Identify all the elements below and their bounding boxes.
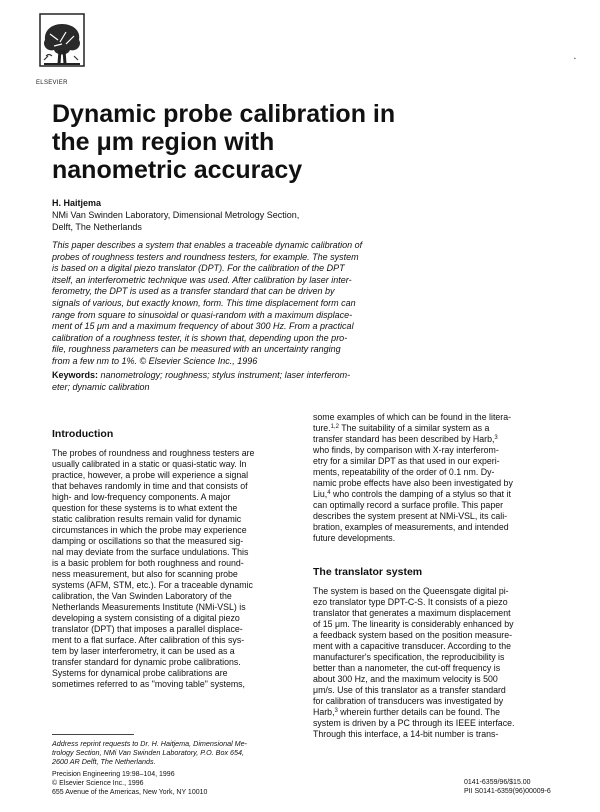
affiliation-line: Delft, The Netherlands: [52, 222, 142, 232]
body-line: of 15 μm. The linearity is considerably enhanced by: [313, 619, 514, 629]
body-line: etry for a similar DPT as that used in our experi-: [313, 456, 500, 466]
abstract-line: from a few nm to 1%. © Elsevier Science Inc., 1996: [52, 355, 258, 366]
right-column-translator: [313, 586, 558, 740]
body-line: ezo translator type DPT-C-S. It consists of a piezo: [313, 597, 508, 607]
abstract: [52, 240, 552, 368]
journal-line: © Elsevier Science Inc., 1996: [52, 779, 144, 787]
tree-emblem-icon: [36, 10, 88, 76]
citation-ref: 3: [334, 708, 338, 714]
title-line: Dynamic probe calibration in: [52, 100, 396, 128]
footnote-rule: [52, 734, 134, 735]
body-line: circumstances in which the probe may experience: [52, 525, 247, 535]
footnote-line: Address reprint requests to Dr. H. Haitjema, Dimensional Me-: [52, 739, 248, 748]
paper-title: [52, 100, 492, 184]
abstract-line: ment of 15 μm and a maximum frequency of about 300 Hz. From a practical: [52, 321, 354, 332]
abstract-line: calibration of a roughness tester, it is shown that, depending upon the pro-: [52, 332, 348, 343]
edge-mark: ▪: [574, 56, 576, 62]
body-line: ment to a flat surface. After calibration of this sys-: [52, 635, 245, 645]
body-line: practice, however, a probe will experience a signal: [52, 470, 249, 480]
body-line: translator that generates a maximum displacement: [313, 608, 511, 618]
body-line: Netherlands Measurements Institute (NMi-VSL) is: [52, 602, 246, 612]
body-line: ness measurement, but also for scanning probe: [52, 569, 238, 579]
abstract-line: itself, an interferometric technique was used. After calibration by laser inter-: [52, 274, 352, 285]
body-line: question for these systems is to what extent the: [52, 503, 238, 513]
body-line: developing a system consisting of a digital piezo: [52, 613, 240, 623]
body-line: damping or oscillations so that the measured sig-: [52, 536, 244, 546]
title-line: nanometric accuracy: [52, 156, 303, 184]
elsevier-logo: [36, 10, 88, 76]
body-line: tem by laser interferometry, it can be used as a: [52, 646, 235, 656]
body-line: calibration, the Van Swinden Laboratory of the: [52, 591, 232, 601]
body-line: namic probe effects have also been investigated by: [313, 478, 513, 488]
section-heading-introduction: Introduction: [52, 428, 114, 440]
body-line: transfer standard has been described by Harb,$^3$: [313, 434, 498, 444]
citation-ref: 4: [327, 490, 331, 496]
abstract-line: file, roughness parameters can be measured with an uncertainty ranging: [52, 344, 341, 355]
publisher-caption: ELSEVIER: [36, 80, 68, 86]
citation-ref: 3: [494, 435, 498, 441]
issn-line: 0141-6359/96/$15.00: [464, 779, 531, 786]
author-name: H. Haitjema: [52, 198, 102, 208]
footnote: [52, 739, 292, 766]
abstract-line: ferometry, the DPT is used as a transfer standard that can be driven by: [52, 286, 335, 297]
body-line: high- and low-frequency components. A major: [52, 492, 231, 502]
body-line: about 300 Hz, and the maximum velocity is 500: [313, 674, 498, 684]
body-line: some examples of which can be found in the litera-: [313, 412, 512, 422]
body-line: Systems for dynamical probe calibrations are: [52, 668, 228, 678]
journal-line: Precision Engineering 19:98–104, 1996: [52, 771, 175, 778]
journal-line: 655 Avenue of the Americas, New York, NY 10010: [52, 788, 208, 796]
body-line: The probes of roundness and roughness testers are: [52, 448, 255, 458]
body-line: future developments.: [313, 533, 396, 543]
keywords: [52, 370, 552, 393]
body-line: transfer standard for dynamic probe calibrations.: [52, 657, 241, 667]
body-line: system is driven by a PC through its IEEE interface.: [313, 718, 515, 728]
affiliation-line: NMi Van Swinden Laboratory, Dimensional Metrology Section,: [52, 210, 300, 220]
body-line: bration, examples of measurements, and intended: [313, 522, 509, 532]
footnote-line: trology Section, NMi Van Swinden Laboratory, P.O. Box 654,: [52, 748, 245, 757]
left-column: [52, 448, 292, 690]
body-line: is a basic problem for both roughness and round-: [52, 558, 244, 568]
abstract-line: range from square to sinusoidal or quasi-random with a maximum displace-: [52, 309, 353, 320]
body-line: Harb,$^3$ wherein further details can be found. The: [313, 707, 501, 717]
body-line: Liu,$^4$ who controls the damping of a stylus so that it: [313, 489, 511, 499]
body-line: systems (AFM, STM, etc.). For a traceable dynamic: [52, 580, 253, 590]
body-line: ments, repeatability of the order of 0.1 nm. Dy-: [313, 467, 495, 477]
body-line: μm/s. Use of this translator as a transfer standard: [313, 685, 506, 695]
citation-ref: 1,2: [330, 424, 339, 430]
body-line: nal may deviate from the surface undulations. This: [52, 547, 249, 557]
title-line: the μm region with: [52, 128, 275, 156]
body-line: for calibration of transducers was investigated by: [313, 696, 504, 706]
body-line: static calibration results remain valid for dynamic: [52, 514, 242, 524]
abstract-line: signals of various, but exactly known, form. This time displacement form can: [52, 297, 356, 308]
body-line: The system is based on the Queensgate digital pi-: [313, 586, 509, 596]
body-line: describes the system present at NMi-VSL, its cali-: [313, 511, 508, 521]
right-column-intro: [313, 412, 558, 544]
body-line: that behaves randomly in time and that consists of: [52, 481, 248, 491]
article-codes: [464, 779, 551, 797]
body-line: who finds, by comparison with X-ray interferom-: [313, 445, 499, 455]
section-heading-translator: The translator system: [313, 566, 423, 578]
abstract-line: is based on a digital piezo translator (DPT). For the calibration of the DPT: [52, 263, 345, 274]
body-line: can optimally record a surface profile. This paper: [313, 500, 504, 510]
keywords-text: eter; dynamic calibration: [52, 381, 150, 392]
body-line: Through this interface, a 14-bit number is trans-: [313, 729, 499, 739]
body-line: sometimes referred to as "moving table" systems,: [52, 679, 246, 689]
abstract-line: probes of roughness testers and roundness testers, for example. The system: [52, 251, 359, 262]
body-line: a feedback system based on the position measure-: [313, 630, 513, 640]
body-line: better than a nanometer, the cut-off frequency is: [313, 663, 501, 673]
footnote-line: 2600 AR Delft, The Netherlands.: [52, 757, 156, 766]
body-line: ture.$^{1,2}$ The suitability of a similar system as a: [313, 423, 490, 433]
abstract-line: This paper describes a system that enables a traceable dynamic calibration of: [52, 240, 363, 250]
journal-info: [52, 771, 207, 797]
keywords-label: Keywords:: [52, 370, 99, 380]
pii-line: PII S0141-6359(96)00009-6: [464, 787, 551, 795]
body-line: usually calibrated in a static or quasi-static way. In: [52, 459, 247, 469]
author-block: [52, 197, 532, 233]
keywords-text: nanometrology; roughness; stylus instrument; laser interferom-: [100, 370, 351, 380]
body-line: ment with a capacitive transducer. According to the: [313, 641, 512, 651]
body-line: translator (DPT) that imposes a parallel displace-: [52, 624, 243, 634]
body-line: manufacturer's specification, the reproducibility is: [313, 652, 505, 662]
